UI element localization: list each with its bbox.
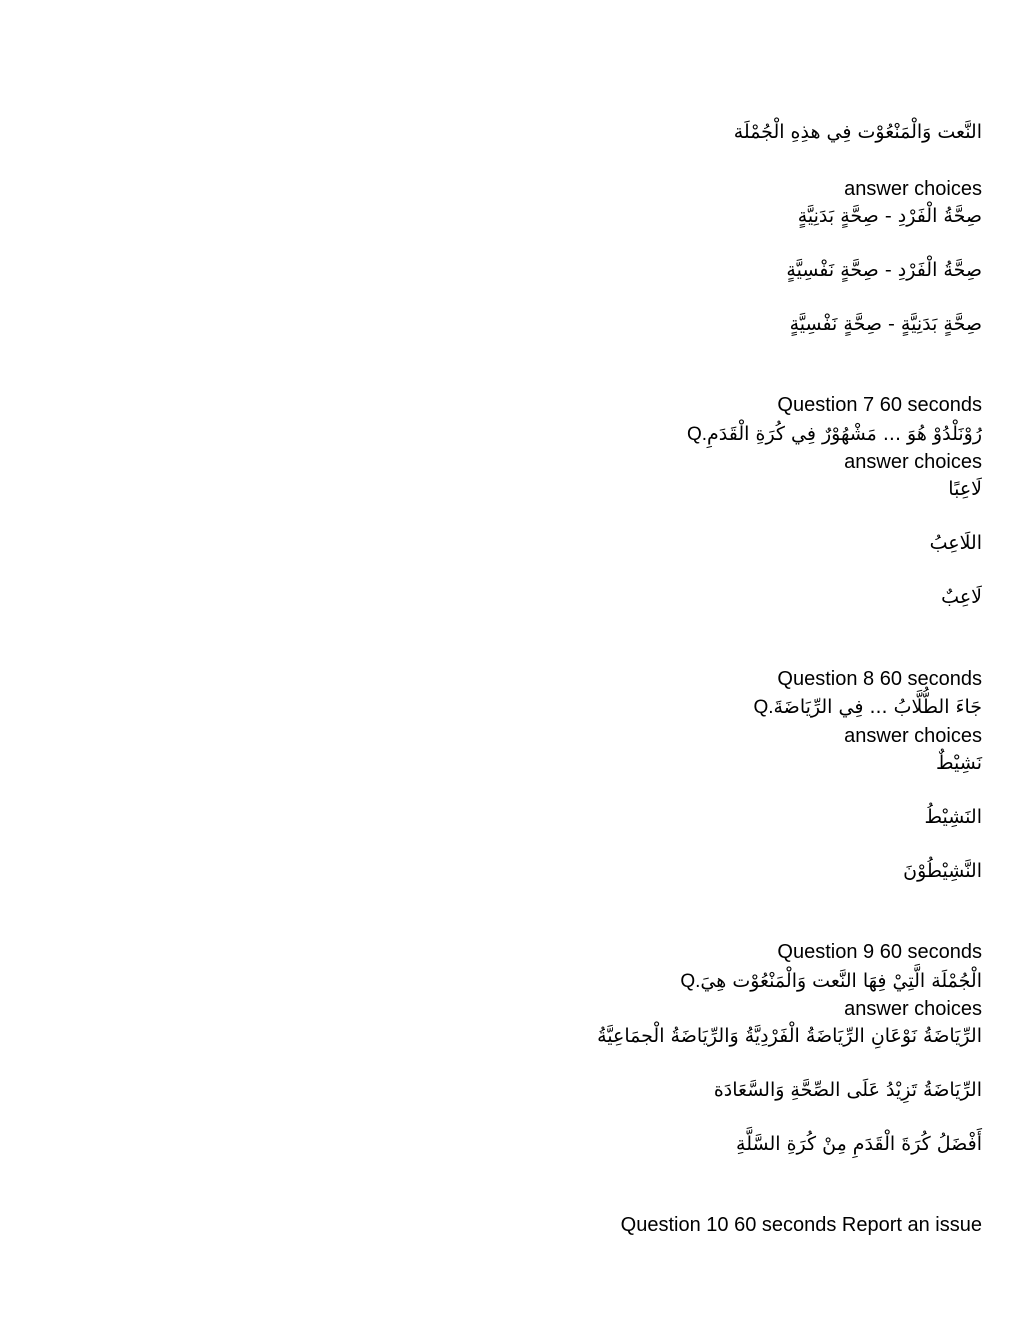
q7-answer-choices-label: answer choices [844,451,982,473]
q8-choice-2: النَشِيْطُ [924,806,982,828]
q8-header: Question 8 60 seconds [777,668,982,690]
q6-question-text: النَّعت وَالْمَنْعُوْت فِي هذِهِ الْجُمْلَة [733,121,982,143]
q6-choice-3: صِحَّةٍ بَدَنِيَّةٍ - صِحَّةٍ نَفْسِيَّةٍ [789,313,982,335]
q9-question-text: الْجُمْلَة الَّتِيْ فِهَا النَّعت وَالْمَنْعُوْت هِيَ [700,970,982,992]
q7-question [687,422,982,447]
q6-choice-2: صِحَّةُ الْفَرْدِ - صِحَّةٍ نَفْسِيَّةٍ [786,259,982,281]
q7-choice-1: لَاعِبًا [948,478,982,500]
q7-header: Question 7 60 seconds [777,394,982,416]
q7-question-text: رُوْنَلْدُوْ هُوَ ... مَشْهُوْرٌ فِي كُرَةِ الْقَدَمِ [707,423,982,445]
q8-question-text: جَاءَ الطُّلَّابُ ... فِي الرِّيَاضَةَ [773,696,982,718]
q8-question [753,695,982,720]
q9-choice-2: الرِّيَاضَةُ تَزِيْدُ عَلَى الصِّحَّةِ وَالسَّعَادَة [713,1079,982,1101]
q7-q-prefix: Q. [686,424,708,445]
q9-answer-choices-label: answer choices [844,998,982,1020]
q8-answer-choices-label: answer choices [844,725,982,747]
q9-choice-3: أَفْضَلُ كُرَةَ الْقَدَمِ مِنْ كُرَةِ السَّلَّةِ [736,1133,982,1155]
q8-choice-1: نَشِيْطٌ [935,752,982,774]
q9-question [680,969,982,994]
q8-choice-3: النَّشِيْطُوْنَ [903,860,982,882]
q10-header: Question 10 60 seconds Report an issue [620,1214,982,1236]
q9-choice-1: الرِّيَاضَةُ نَوْعَانِ الرِّيَاضَةُ الْفَرْدِيَّةُ وَالرِّيَاضَةُ الْجمَاعِيَّةُ [597,1025,982,1047]
q8-q-prefix: Q. [753,697,774,718]
q7-choice-3: لَاعِبٌ [941,586,982,608]
q9-q-prefix: Q. [680,971,701,992]
q6-answer-choices-label: answer choices [844,178,982,200]
q9-header: Question 9 60 seconds [777,941,982,963]
q7-choice-2: اللَاعِبُ [929,532,982,554]
q6-choice-1: صِحَّةُ الْفَرْدِ - صِحَّةٍ بَدَنِيَّةٍ [797,205,982,227]
